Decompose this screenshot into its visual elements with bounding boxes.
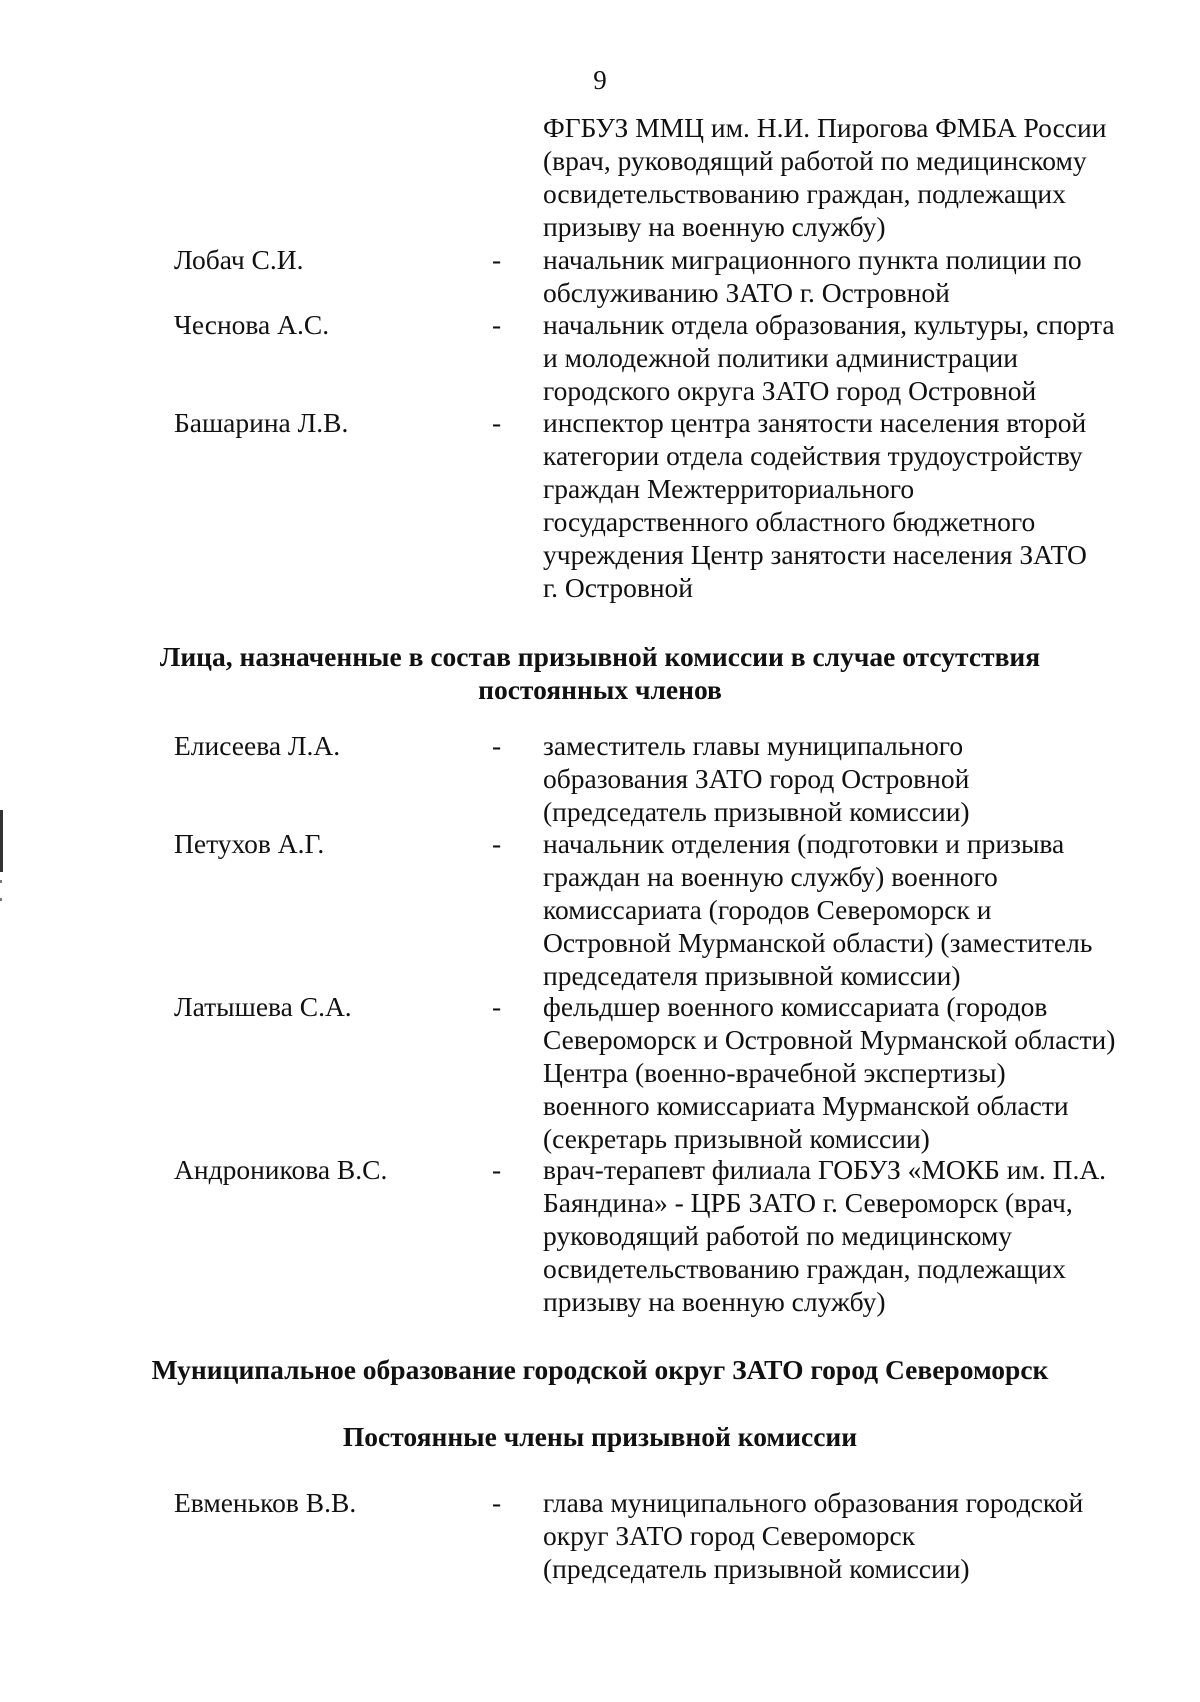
section-heading-substitutes: постоянных членов xyxy=(478,674,722,705)
member-position-line: учреждения Центр занятости населения ЗАТО xyxy=(543,539,1087,570)
member-name: Петухов А.Г. xyxy=(174,828,325,859)
member-position-line: государственного областного бюджетного xyxy=(543,506,1036,537)
member-position-line: граждан Межтерриториального xyxy=(543,473,915,504)
member-position-line: (секретарь призывной комиссии) xyxy=(543,1123,930,1154)
member-position-line: городского округа ЗАТО город Островной xyxy=(543,375,1037,406)
member-position-line: Островной Мурманской области) (заместитель xyxy=(543,927,1093,958)
member-position-line: руководящий работой по медицинскому xyxy=(543,1220,1013,1251)
member-position-line: и молодежной политики администрации xyxy=(543,342,1018,373)
member-position-line: фельдшер военного комиссариата (городов xyxy=(543,991,1048,1022)
member-position-line: категории отдела содействия трудоустройству xyxy=(543,440,1083,471)
member-position-line: Североморск и Островной Мурманской области) xyxy=(543,1024,1116,1055)
member-position-line: инспектор центра занятости населения второй xyxy=(543,407,1087,438)
member-name: Елисеева Л.А. xyxy=(174,730,341,761)
member-position-line: председателя призывной комиссии) xyxy=(543,960,961,991)
member-dash: - xyxy=(492,244,502,275)
member-dash: - xyxy=(492,730,502,761)
scan-margin-dot xyxy=(0,880,2,883)
member-position-line: комиссариата (городов Североморск и xyxy=(543,894,992,925)
member-position-line: заместитель главы муниципального xyxy=(543,730,964,761)
continuation-line: освидетельствованию граждан, подлежащих xyxy=(543,178,1066,209)
member-dash: - xyxy=(492,991,502,1022)
member-position-line: г. Островной xyxy=(543,572,694,603)
member-dash: - xyxy=(492,828,502,859)
member-position-line: врач-терапевт филиала ГОБУЗ «МОКБ им. П.А. xyxy=(543,1154,1107,1185)
member-position-line: округ ЗАТО город Североморск xyxy=(543,1520,916,1551)
member-position-line: (председатель призывной комиссии) xyxy=(543,1553,970,1584)
member-position-line: начальник отделения (подготовки и призыва xyxy=(543,828,1065,859)
member-position-line: освидетельствованию граждан, подлежащих xyxy=(543,1253,1066,1284)
member-dash: - xyxy=(492,1154,502,1185)
section-heading-municipality: Муниципальное образование городской округ ЗАТО город Североморск xyxy=(151,1354,1049,1385)
page-number: 9 xyxy=(593,65,607,95)
member-position-line: (председатель призывной комиссии) xyxy=(543,796,970,827)
member-position-line: глава муниципального образования городской xyxy=(543,1487,1084,1518)
member-position-line: начальник миграционного пункта полиции по xyxy=(543,244,1082,275)
member-name: Евменьков В.В. xyxy=(174,1487,357,1518)
member-position-line: начальник отдела образования, культуры, спорта xyxy=(543,309,1115,340)
continuation-line: (врач, руководящий работой по медицинскому xyxy=(543,145,1087,176)
member-name: Андроникова В.С. xyxy=(174,1154,388,1185)
member-position-line: образования ЗАТО город Островной xyxy=(543,763,970,794)
member-dash: - xyxy=(492,1487,502,1518)
section-heading-permanent-members: Постоянные члены призывной комиссии xyxy=(342,1421,858,1452)
member-name: Башарина Л.В. xyxy=(174,407,349,438)
member-position-line: призыву на военную службу) xyxy=(543,1286,886,1317)
continuation-line: ФГБУЗ ММЦ им. Н.И. Пирогова ФМБА России xyxy=(543,112,1107,143)
member-position-line: обслуживанию ЗАТО г. Островной xyxy=(543,277,950,308)
member-position-line: граждан на военную службу) военного xyxy=(543,861,998,892)
member-name: Чеснова А.С. xyxy=(174,309,330,340)
scan-margin-mark xyxy=(0,810,3,872)
scan-margin-dot xyxy=(0,898,2,901)
member-position-line: военного комиссариата Мурманской области xyxy=(543,1090,1069,1121)
section-heading-substitutes: Лица, назначенные в состав призывной комиссии в случае отсутствия xyxy=(159,641,1041,672)
member-dash: - xyxy=(492,309,502,340)
member-name: Латышева С.А. xyxy=(174,991,352,1022)
member-name: Лобач С.И. xyxy=(174,244,304,275)
member-dash: - xyxy=(492,407,502,438)
member-position-line: Центра (военно-врачебной экспертизы) xyxy=(543,1057,1006,1088)
continuation-line: призыву на военную службу) xyxy=(543,211,886,242)
member-position-line: Баяндина» - ЦРБ ЗАТО г. Североморск (врач, xyxy=(543,1187,1073,1218)
